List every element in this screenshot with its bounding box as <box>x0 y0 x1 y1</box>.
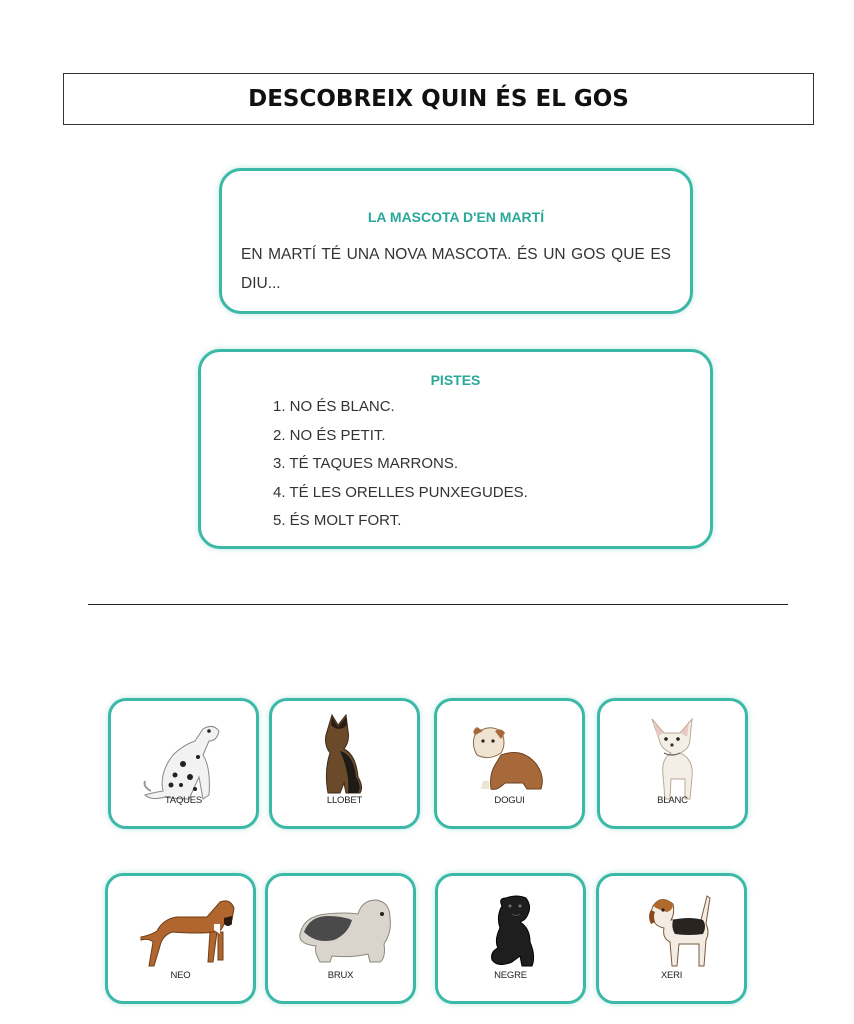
clue-item: 3. TÉ TAQUES MARRONS. <box>273 455 459 472</box>
sheepdog-icon <box>268 876 419 1007</box>
clues-card <box>198 349 713 549</box>
dog-card-brux[interactable] <box>265 873 416 1004</box>
clue-item: 1. NO ÉS BLANC. <box>273 398 395 415</box>
dog-card-llobet[interactable] <box>269 698 420 829</box>
dog-card-blanc[interactable] <box>597 698 748 829</box>
dog-card-negre[interactable] <box>435 873 586 1004</box>
page-title: DESCOBREIX QUIN ÉS EL GOS <box>63 73 814 125</box>
dog-name: BLANC <box>657 795 688 806</box>
dog-name: NEO <box>170 970 191 981</box>
clue-item: 4. TÉ LES ORELLES PUNXEGUDES. <box>273 483 528 501</box>
clue-item: 2. NO ÉS PETIT. <box>273 426 386 444</box>
dog-name: TAQUES <box>164 795 203 806</box>
bulldog-icon <box>437 701 588 832</box>
story-text: EN MARTÍ TÉ UNA NOVA MASCOTA. ÉS UN GOS QUE ES DIU... <box>241 246 671 292</box>
dog-name: NEGRE <box>494 970 527 981</box>
dog-card-neo[interactable] <box>105 873 256 1004</box>
boxer-icon <box>108 876 259 1007</box>
clue-item: 5. ÉS MOLT FORT. <box>273 512 402 529</box>
dog-card-dogui[interactable] <box>434 698 585 829</box>
german-shepherd-icon <box>272 701 423 832</box>
dog-name: DOGUI <box>494 795 525 806</box>
black-puppy-icon <box>438 876 589 1007</box>
answer-line <box>88 604 788 605</box>
dog-name: XERI <box>660 970 683 981</box>
clues-list <box>273 393 528 536</box>
dog-card-xeri[interactable] <box>596 873 747 1004</box>
clues-heading: PISTES <box>430 372 481 388</box>
story-heading: LA MASCOTA D'EN MARTÍ <box>367 209 545 225</box>
dog-card-taques[interactable] <box>108 698 259 829</box>
dog-name: BRUX <box>327 970 354 981</box>
dalmatian-icon <box>111 701 262 832</box>
dog-name: LLOBET <box>326 795 363 806</box>
story-card <box>219 168 693 314</box>
beagle-icon <box>599 876 750 1007</box>
chihuahua-icon <box>600 701 751 832</box>
